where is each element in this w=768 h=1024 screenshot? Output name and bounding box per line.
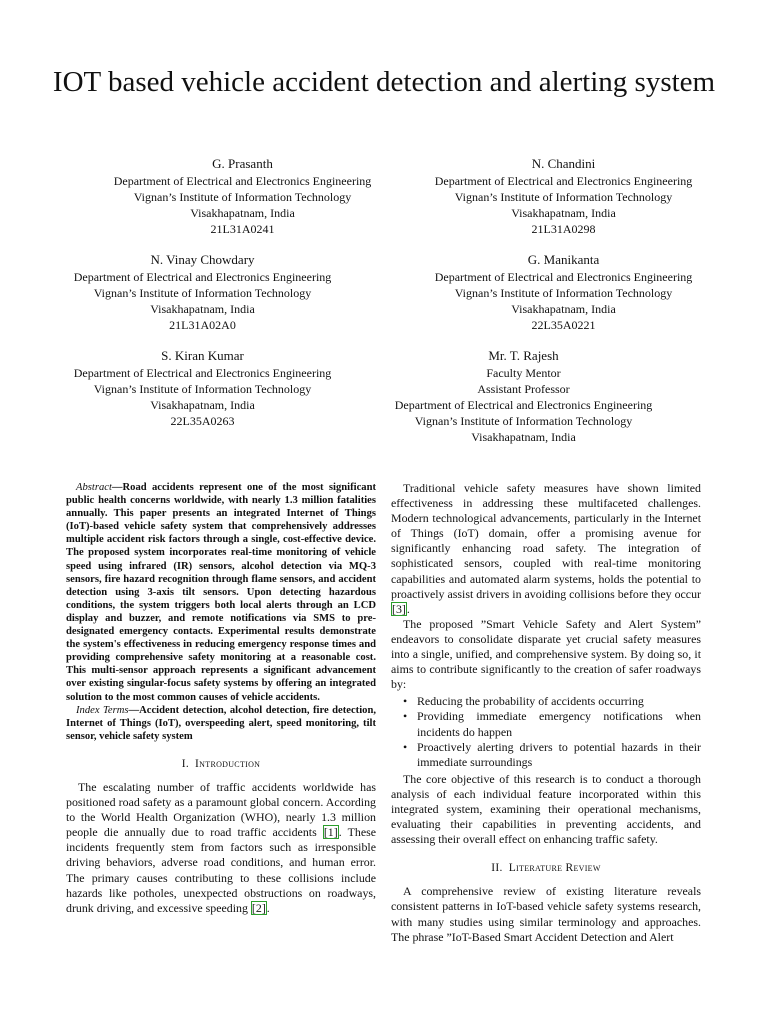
author-name: N. Chandini [531,156,596,171]
author-affiliation: Visakhapatnam, India [150,398,255,412]
citation-link[interactable]: [1] [323,825,338,840]
author-name: G. Manikanta [527,252,600,267]
paragraph-text: . [266,900,270,915]
intro-paragraph-3: The proposed ”Smart Vehicle Safety and Alert System” endeavors to consolidate disparate yet crucial safety measures into a single, unified, and comprehensive system. By doing so, it aims to contribute significantly to the creation of safer roadways by: [391,616,701,692]
paragraph-text: The escalating number of traffic accidents worldwide has positioned road safety as a paramount global concern. According to the World Health Organization (WHO), nearly 1.3 million people die annually due to road traffic accidents [66,779,376,840]
author-name: G. Prasanth [212,156,273,171]
author-block-3 [65,251,340,333]
paragraph-text: . [406,601,410,616]
author-block-6 [386,347,661,445]
intro-paragraph-1 [66,780,376,916]
author-block-4 [426,251,701,333]
author-role: Assistant Professor [477,382,570,396]
author-name: S. Kiran Kumar [161,348,244,363]
list-item [401,709,701,739]
author-affiliation: Visakhapatnam, India [511,302,616,316]
left-column [66,481,376,916]
author-affiliation: Visakhapatnam, India [511,206,616,220]
abstract-text: —Road accidents represent one of the most significant public health concerns worldwide, with nearly 1.3 million fatalities annually. This paper presents an integrated Internet of Things (IoT)-based vehicle safety system that comprehensively addresses multiple accident risk factors through a single, cost-effective device. The proposed system incorporates real-time monitoring of vehicle speed using infrared (IR) sensors, alcohol detection via MQ-3 sensors, fire hazard recognition through flame sensors, and accident detection using 3-axis tilt sensors. Upon detecting hazardous conditions, the system triggers both local alerts through an LCD display and buzzer, and remote notifications via SMS to pre-designated emergency contacts. Experimental results demonstrate the system's effectiveness in reducing emergency response times and providing comprehensive safety monitoring at a reasonable cost. This multi-sensor approach represents a significant advancement over existing singular-focus safety systems by offering an integrated solution to the most common causes of vehicle accidents. [66,482,376,703]
section-title: Literature Review [508,862,601,875]
author-id: 22L35A0221 [531,318,596,332]
author-affiliation: Vignan’s Institute of Information Technology [93,382,312,396]
author-affiliation: Department of Electrical and Electronics Engineering [73,270,332,284]
citation-link[interactable]: [2] [251,900,266,915]
section-heading-literature-review [391,861,701,876]
paper-title: IOT based vehicle accident detection and alerting system [52,66,716,98]
author-affiliation: Visakhapatnam, India [471,430,576,444]
list-item-text: Proactively alerting drivers to potential hazards in their immediate surroundings [417,739,701,769]
author-affiliation: Visakhapatnam, India [150,302,255,316]
right-column [391,481,701,945]
author-affiliation: Vignan’s Institute of Information Technology [414,414,633,428]
list-item [401,740,701,770]
author-affiliation: Department of Electrical and Electronics Engineering [113,174,372,188]
author-block-5 [65,347,340,429]
author-id: 21L31A02A0 [169,318,236,332]
paragraph-text: Traditional vehicle safety measures have shown limited effectiveness in addressing these multifaceted challenges. Modern technological advancements, particularly in the Internet of Things (IoT) domain, offer a promising avenue for significantly enhancing road safety. The integration of sophisticated sensors, coupled with real-time monitoring capabilities and automated alarm systems, holds the potential to proactively assist drivers in avoiding collisions before they occur [391,481,701,601]
author-name: N. Vinay Chowdary [150,252,255,267]
index-terms-label: Index Terms [76,704,129,716]
author-affiliation: Vignan’s Institute of Information Technology [454,286,673,300]
author-affiliation: Department of Electrical and Electronics Engineering [394,398,653,412]
list-item-text: Providing immediate emergency notifications when incidents do happen [417,709,701,739]
author-id: 21L31A0241 [210,222,275,236]
author-id: 21L31A0298 [531,222,596,236]
paragraph-text: . These incidents frequently stem from factors such as irresponsible driving behaviors, adverse road conditions, and human error. The primary causes contributing to these collisions include hazards like potholes, unexpected obstructions on roadways, drunk driving, and excessive speeding [66,825,377,915]
author-block-1 [105,155,380,237]
section-title: Introduction [195,757,261,770]
bullet-icon: • [403,694,408,709]
list-item-text: Reducing the probability of accidents occurring [417,694,644,709]
abstract [66,481,376,704]
bullet-icon: • [403,739,408,754]
index-terms-text: —Accident detection, alcohol detection, fire detection, Internet of Things (IoT), overspeeding alert, speed monitoring, tilt sensor, vehicle safety system [66,704,376,742]
bullet-list [401,694,701,769]
author-affiliation: Vignan’s Institute of Information Technology [93,286,312,300]
author-affiliation: Department of Electrical and Electronics Engineering [73,366,332,380]
author-affiliation: Department of Electrical and Electronics Engineering [434,174,693,188]
author-affiliation: Visakhapatnam, India [190,206,295,220]
index-terms [66,704,376,743]
author-affiliation: Department of Electrical and Electronics Engineering [434,270,693,284]
section-number: II. [491,862,503,875]
author-affiliation: Vignan’s Institute of Information Technology [133,190,352,204]
list-item [401,694,701,709]
author-block-2 [426,155,701,237]
author-name: Mr. T. Rajesh [488,348,559,363]
section-heading-introduction [66,757,376,772]
intro-paragraph-2 [391,481,701,617]
author-role: Faculty Mentor [486,366,561,380]
section-number: I. [181,757,190,770]
intro-paragraph-4: The core objective of this research is to conduct a thorough analysis of each individual feature incorporated within this integrated system, examining their operational mechanisms, evaluating their capabilities in preventing accidents, and assessing their overall effect on enhancing traffic safety. [391,771,701,847]
author-affiliation: Vignan’s Institute of Information Technology [454,190,673,204]
author-id: 22L35A0263 [170,414,235,428]
abstract-label: Abstract [76,482,112,493]
bullet-icon: • [403,709,408,724]
citation-link[interactable]: [3] [392,601,406,616]
lit-paragraph-1: A comprehensive review of existing literature reveals consistent patterns in IoT-based vehicle safety systems research, with many studies using similar terminology and approaches. The phrase ”IoT-Based Smart Accident Detection and Alert [391,884,701,944]
